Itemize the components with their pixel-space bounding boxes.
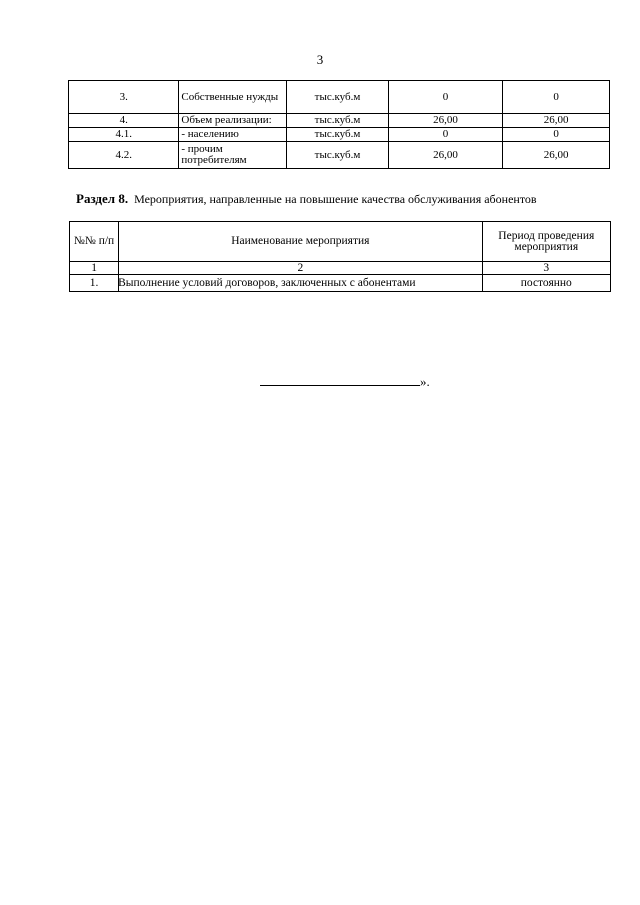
row-unit: тыс.куб.м (287, 81, 389, 114)
row-measure-text: Выполнение условий договоров, заключенных с абонентами (118, 276, 416, 289)
row-name: - прочим потребителям (179, 142, 287, 169)
row-number: 4.1. (69, 128, 179, 142)
header-num: №№ п/п (70, 222, 119, 262)
page-number: 3 (316, 52, 324, 67)
closing-line (260, 373, 430, 390)
table-row (69, 128, 610, 142)
row-value-1: 0 (388, 81, 503, 114)
table-header-row (70, 222, 611, 262)
section-title: Мероприятия, направленные на повышение качества обслуживания абонентов (134, 192, 537, 206)
column-number-1: 1 (70, 262, 119, 275)
row-value-1: 0 (388, 128, 503, 142)
table-row (69, 142, 610, 169)
row-name: - населению (179, 128, 287, 142)
volume-table (68, 80, 610, 169)
column-number-row (70, 262, 611, 275)
row-measure (119, 275, 482, 292)
row-unit: тыс.куб.м (287, 128, 389, 142)
row-value-2: 26,00 (503, 142, 610, 169)
row-number: 1. (70, 275, 119, 292)
row-value-2: 0 (503, 128, 610, 142)
row-name: Объем реализации: (179, 114, 287, 128)
table-row (70, 275, 611, 292)
blank-underline (260, 373, 420, 386)
row-number: 4.2. (69, 142, 179, 169)
section-heading (76, 191, 537, 207)
row-value-2: 0 (503, 81, 610, 114)
measures-table (69, 221, 611, 292)
row-value-1: 26,00 (388, 114, 503, 128)
column-number-2: 2 (119, 262, 482, 275)
table-row (69, 114, 610, 128)
row-value-1: 26,00 (388, 142, 503, 169)
row-name: Собственные нужды (179, 81, 287, 114)
closing-mark: ». (420, 374, 430, 389)
row-number: 4. (69, 114, 179, 128)
section-label: Раздел 8. (76, 191, 129, 206)
row-number: 3. (69, 81, 179, 114)
header-period: Период проведения мероприятия (482, 222, 610, 262)
header-name: Наименование мероприятия (119, 222, 482, 262)
row-unit: тыс.куб.м (287, 114, 389, 128)
row-period: постоянно (482, 275, 610, 292)
row-unit: тыс.куб.м (287, 142, 389, 169)
table-row (69, 81, 610, 114)
row-value-2: 26,00 (503, 114, 610, 128)
column-number-3: 3 (482, 262, 610, 275)
